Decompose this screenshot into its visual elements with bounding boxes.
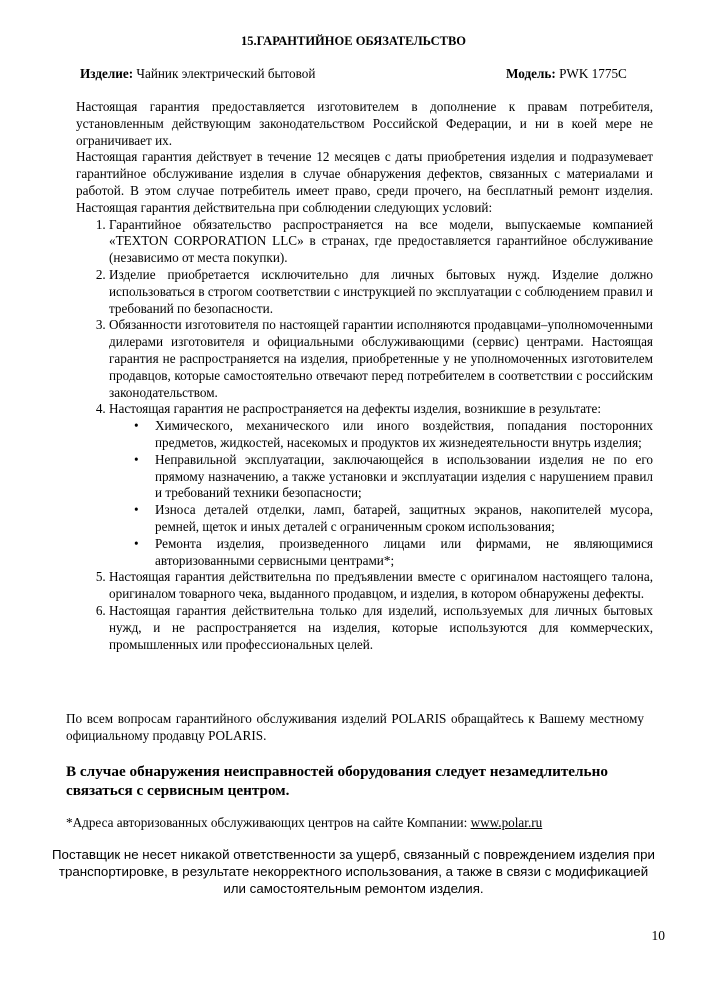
exclusion-text-4: Ремонта изделия, произведенного лицами или фирмами, не являющимися авторизованными сервисными центрами*; [155, 535, 653, 568]
product-meta-row [80, 66, 643, 84]
page-number: 10 [651, 928, 665, 943]
condition-item-2 [109, 267, 653, 317]
condition-item-6 [109, 603, 653, 653]
polar-website-link[interactable]: www.polar.ru [470, 815, 543, 830]
outro-paragraph: По всем вопросам гарантийного обслуживания изделий POLARIS обращайтесь к Вашему местному официальному продавцу POLARIS. [66, 711, 644, 743]
service-warning: В случае обнаружения неисправностей оборудования следует незамедлительно связаться с сервисным центром. [66, 763, 608, 799]
condition-text-3: Обязанности изготовителя по настоящей гарантии исполняются продавцами–уполномоченными дилерами изготовителя и официальными обслуживающими (сервис) центрами. Настоящая гарантия не распространяется на изделия, приобретенные у не уполномоченных изготовителем продавцов, которые самостоятельно отвечают перед потребителем в соответствии с российским законодательством. [109, 317, 653, 400]
product-info [80, 66, 315, 83]
exclusion-item-2 [134, 451, 653, 502]
condition-text-2: Изделие приобретается исключительно для личных бытовых нужд. Изделие должно использоваться в строгом соответствии с инструкцией по эксплуатации с соблюдением правил и требований по безопасности. [109, 266, 653, 316]
model-info [506, 66, 627, 83]
condition-text-5: Настоящая гарантия действительна по предъявлении вместе с оригиналом настоящего талона, оригиналом товарного чека, выданного продавцом, и изделия, в котором обнаружены дефекты. [109, 569, 653, 602]
condition-text-6: Настоящая гарантия действительна только для изделий, используемых для личных бытовых нужд, и не распространяется на изделия, которые используются для коммерческих, промышленных или профессиональных целей. [109, 602, 653, 652]
exclusion-item-1 [134, 418, 653, 452]
model-value: PWK 1775C [559, 66, 627, 81]
exclusion-text-1: Химического, механического или иного воздействия, попадания посторонних предметов, жидкостей, насекомых и продуктов их жизнедеятельности внутрь изделия; [155, 418, 653, 450]
exclusion-text-3: Износа деталей отделки, ламп, батарей, защитных экранов, накопителей мусора, ремней, щеток и иных деталей с ограниченным сроком использования; [155, 502, 653, 534]
bullet-icon: • [134, 451, 139, 467]
conditions-list [76, 217, 653, 654]
bullet-icon: • [134, 502, 139, 518]
product-label: Изделие: [80, 66, 134, 81]
exclusion-item-4 [134, 535, 653, 570]
condition-item-3 [109, 317, 653, 401]
model-label: Модель: [506, 66, 556, 81]
exclusion-text-2: Неправильной эксплуатации, заключающейся в использовании изделия не по его прямому назначению, а также установки и эксплуатации изделия с нарушением правил и требований техники безопасности; [155, 451, 653, 501]
condition-item-5 [109, 569, 653, 603]
intro-paragraph-1: Настоящая гарантия предоставляется изготовителем в дополнение к правам потребителя, установленным действующим законодательством Российской Федерации, и ни в коей мере не ограничивает их. [76, 99, 653, 148]
condition-item-1 [109, 217, 653, 267]
page-title: 15.ГАРАНТИЙНОЕ ОБЯЗАТЕЛЬСТВО [240, 34, 467, 48]
warranty-body [76, 99, 653, 653]
product-value: Чайник электрический бытовой [136, 66, 316, 81]
exclusion-item-3 [134, 502, 653, 536]
exclusions-list [109, 418, 653, 569]
bullet-icon: • [134, 535, 139, 551]
intro-paragraph-2: Настоящая гарантия действует в течение 12 месяцев с даты приобретения изделия и подразумевает гарантийное обслуживание изделия в случае обнаружения дефектов, связанных с материалами и работой. В этом случае потребитель имеет право, среди прочего, на бесплатный ремонт изделия. Настоящая гарантия действительна при соблюдении следующих условий: [76, 149, 653, 215]
service-address-note [66, 815, 666, 832]
liability-disclaimer: Поставщик не несет никакой ответственности за ущерб, связанный с повреждением изделия при транспортировке, в результате некорректного использования, а также в связи с модификацией или самостоятельным ремонтом изделия. [52, 847, 655, 896]
condition-text-1: Гарантийное обязательство распространяется на все модели, выпускаемые компанией «TEXTON CORPORATION LLC» в странах, где предоставляется гарантийное обслуживание (независимо от места покупки). [109, 216, 653, 266]
condition-item-4 [109, 401, 653, 569]
bullet-icon: • [134, 418, 139, 434]
address-note-text: *Адреса авторизованных обслуживающих центров на сайте Компании: [66, 815, 471, 830]
condition-text-4: Настоящая гарантия не распространяется на дефекты изделия, возникшие в результате: [109, 401, 602, 417]
